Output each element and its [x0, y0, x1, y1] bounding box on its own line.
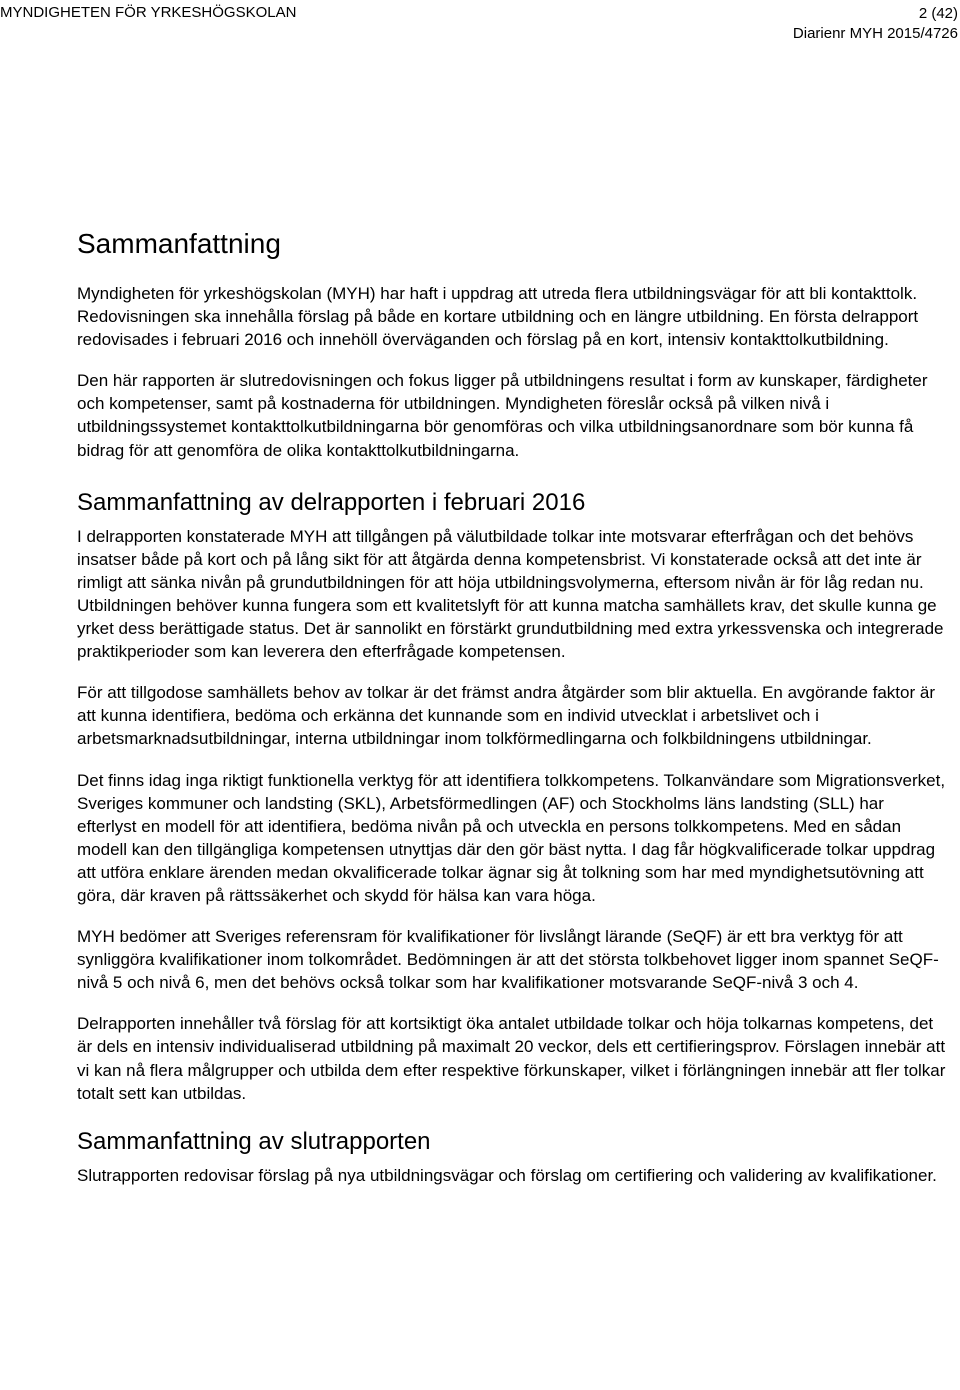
slutrapport-paragraph-1: Slutrapporten redovisar förslag på nya utbildningsvägar och förslag om certifiering och validering av kvalifikationer.	[77, 1165, 937, 1185]
document-body	[77, 226, 947, 1200]
delrapport-paragraph-3: Det finns idag inga riktigt funktionella verktyg för att identifiera tolkkompetens. Tolkanvändare som Migrationsverket, Sveriges kommuner och landsting (SKL), Arbetsförmedlingen (AF) och Stockholms läns landsting (SLL) har efterlyst en modell för att identifiera, bedöma nivån på och utveckla en persons tolkkompetens. Med en sådan modell kan den tillgängliga kompetensen utnyttjas där den gör bäst nytta. I dag får högkvalificerade tolkar uppdrag att utföra enklare ärenden medan okvalificerade tolkar ägnar sig åt tolkning som har med myndighetsutövning att göra, där kraven på rättssäkerhet och skydd för hälsa kan vara höga.	[77, 770, 946, 905]
summary-paragraph-2: Den här rapporten är slutredovisningen och fokus ligger på utbildningens resultat i form av kunskaper, färdigheter och kompetenser, samt på kostnaderna för utbildningen. Myndigheten föreslår också på vilken nivå i utbildningssystemet kontakttolkutbildningarna bör genomföras och vilka utbildningsanordnare som bör kunna få bidrag för att genomföra de olika kontakttolkutbildningarna.	[77, 371, 928, 460]
delrapport-paragraph-1: I delrapporten konstaterade MYH att tillgången på välutbildade tolkar inte motsvarar efterfrågan och det behövs insatser både på kort och på lång sikt för att åtgärda denna kompetensbrist. Vi konstaterade också att det inte är rimligt att sänka nivån på grundutbildningen för att höja utbildningsvolymerna, eftersom nivån är för låg redan nu. Utbildningen behöver kunna fungera som ett kvalitetslyft för att kunna matcha samhällets krav, det skulle kunna ge yrket dess berättigade status. Det är sannolikt en förstärkt grundutbildning med extra yrkessvenska och integrerade praktikperioder som kan leverera den efterfrågade kompetensen.	[77, 526, 944, 662]
summary-heading: Sammanfattning	[77, 228, 281, 259]
summary-paragraph-1: Myndigheten för yrkeshögskolan (MYH) har haft i uppdrag att utreda flera utbildningsvägar för att bli kontakttolk. Redovisningen ska innehålla förslag på både en kortare utbildning och en längre utbildning. En första delrapport redovisades i februari 2016 och innehöll överväganden och förslag på en kort, intensiv kontakttolkutbildning.	[77, 284, 919, 350]
page-number: 2 (42)	[918, 5, 958, 22]
header-meta	[793, 4, 958, 44]
section-summary	[77, 226, 947, 462]
delrapport-paragraph-2: För att tillgodose samhällets behov av tolkar är det främst andra åtgärder som blir aktuella. En avgörande faktor är att kunna identifiera, bedöma och erkänna det kunnande som en individ utvecklat i arbetslivet och i arbetsmarknadsutbildningar, interna utbildningar inom tolkförmedlingarna och folkbildningens utbildningar.	[77, 683, 935, 749]
slutrapport-heading: Sammanfattning av slutrapporten	[77, 1127, 431, 1155]
delrapport-paragraph-4: MYH bedömer att Sveriges referensram för kvalifikationer för livslångt lärande (SeQF) är ett bra verktyg för att synliggöra kvalifikationer inom tolkområdet. Bedömningen är att det största tolkbehovet ligger inom spannet SeQF-nivå 5 och nivå 6, men det behövs också tolkar som har kvalifikationer motsvarande SeQF-nivå 3 och 4.	[77, 927, 939, 993]
section-slutrapport	[77, 1127, 947, 1187]
section-delrapport	[77, 488, 947, 1105]
diarienummer: Diarienr MYH 2015/4726	[792, 25, 958, 42]
delrapport-paragraph-5: Delrapporten innehåller två förslag för att kortsiktigt öka antalet utbildade tolkar och höja tolkarnas kompetens, det är dels en intensiv individualiserad utbildning på maximalt 20 veckor, dels ett certifieringsprov. Förslagen innebär att vi kan nå flera målgrupper och utbilda dem efter respektive förkunskaper, vilket i förlängningen innebär att fler tolkar totalt sett kan utbildas.	[77, 1014, 946, 1103]
delrapport-heading: Sammanfattning av delrapporten i februari 2016	[77, 488, 586, 516]
header-agency-name: MYNDIGHETEN FÖR YRKESHÖGSKOLAN	[0, 4, 297, 21]
